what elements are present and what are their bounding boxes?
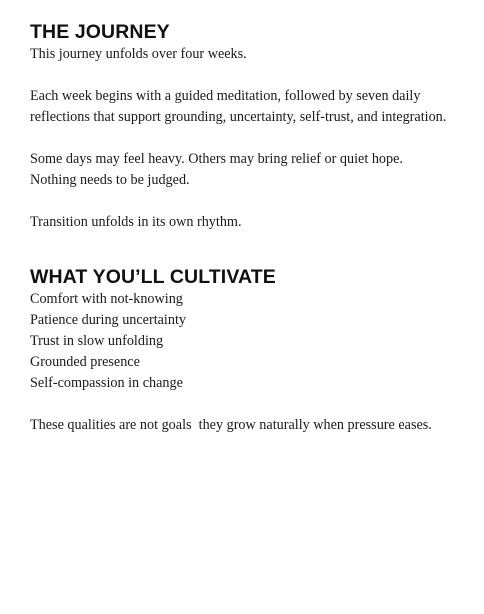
spacer	[30, 65, 450, 86]
journey-paragraph-rhythm: Transition unfolds in its own rhythm.	[30, 214, 242, 230]
journey-section	[30, 20, 450, 233]
section-spacer	[30, 233, 450, 265]
journey-heading: THE JOURNEY	[30, 21, 170, 43]
spacer	[30, 394, 450, 415]
list-item: Grounded presence	[30, 354, 140, 370]
list-item: Self-compassion in change	[30, 375, 183, 391]
journey-intro: This journey unfolds over four weeks.	[30, 46, 247, 62]
cultivate-section	[30, 265, 450, 436]
spacer	[30, 128, 450, 149]
document-page	[30, 20, 450, 436]
journey-paragraph-weekly: Each week begins with a guided meditation, followed by seven daily reflections that support grounding, uncertainty, self-trust, and integration.	[30, 88, 447, 125]
cultivate-list	[30, 289, 450, 394]
cultivate-closing: These qualities are not goals they grow naturally when pressure eases.	[30, 417, 432, 433]
list-item: Trust in slow unfolding	[30, 333, 164, 349]
journey-paragraph-feelings: Some days may feel heavy. Others may bring relief or quiet hope. Nothing needs to be judged.	[30, 151, 403, 188]
list-item: Comfort with not-knowing	[30, 291, 183, 307]
cultivate-heading: WHAT YOU’LL CULTIVATE	[30, 266, 276, 288]
spacer	[30, 191, 450, 212]
list-item: Patience during uncertainty	[30, 312, 187, 328]
